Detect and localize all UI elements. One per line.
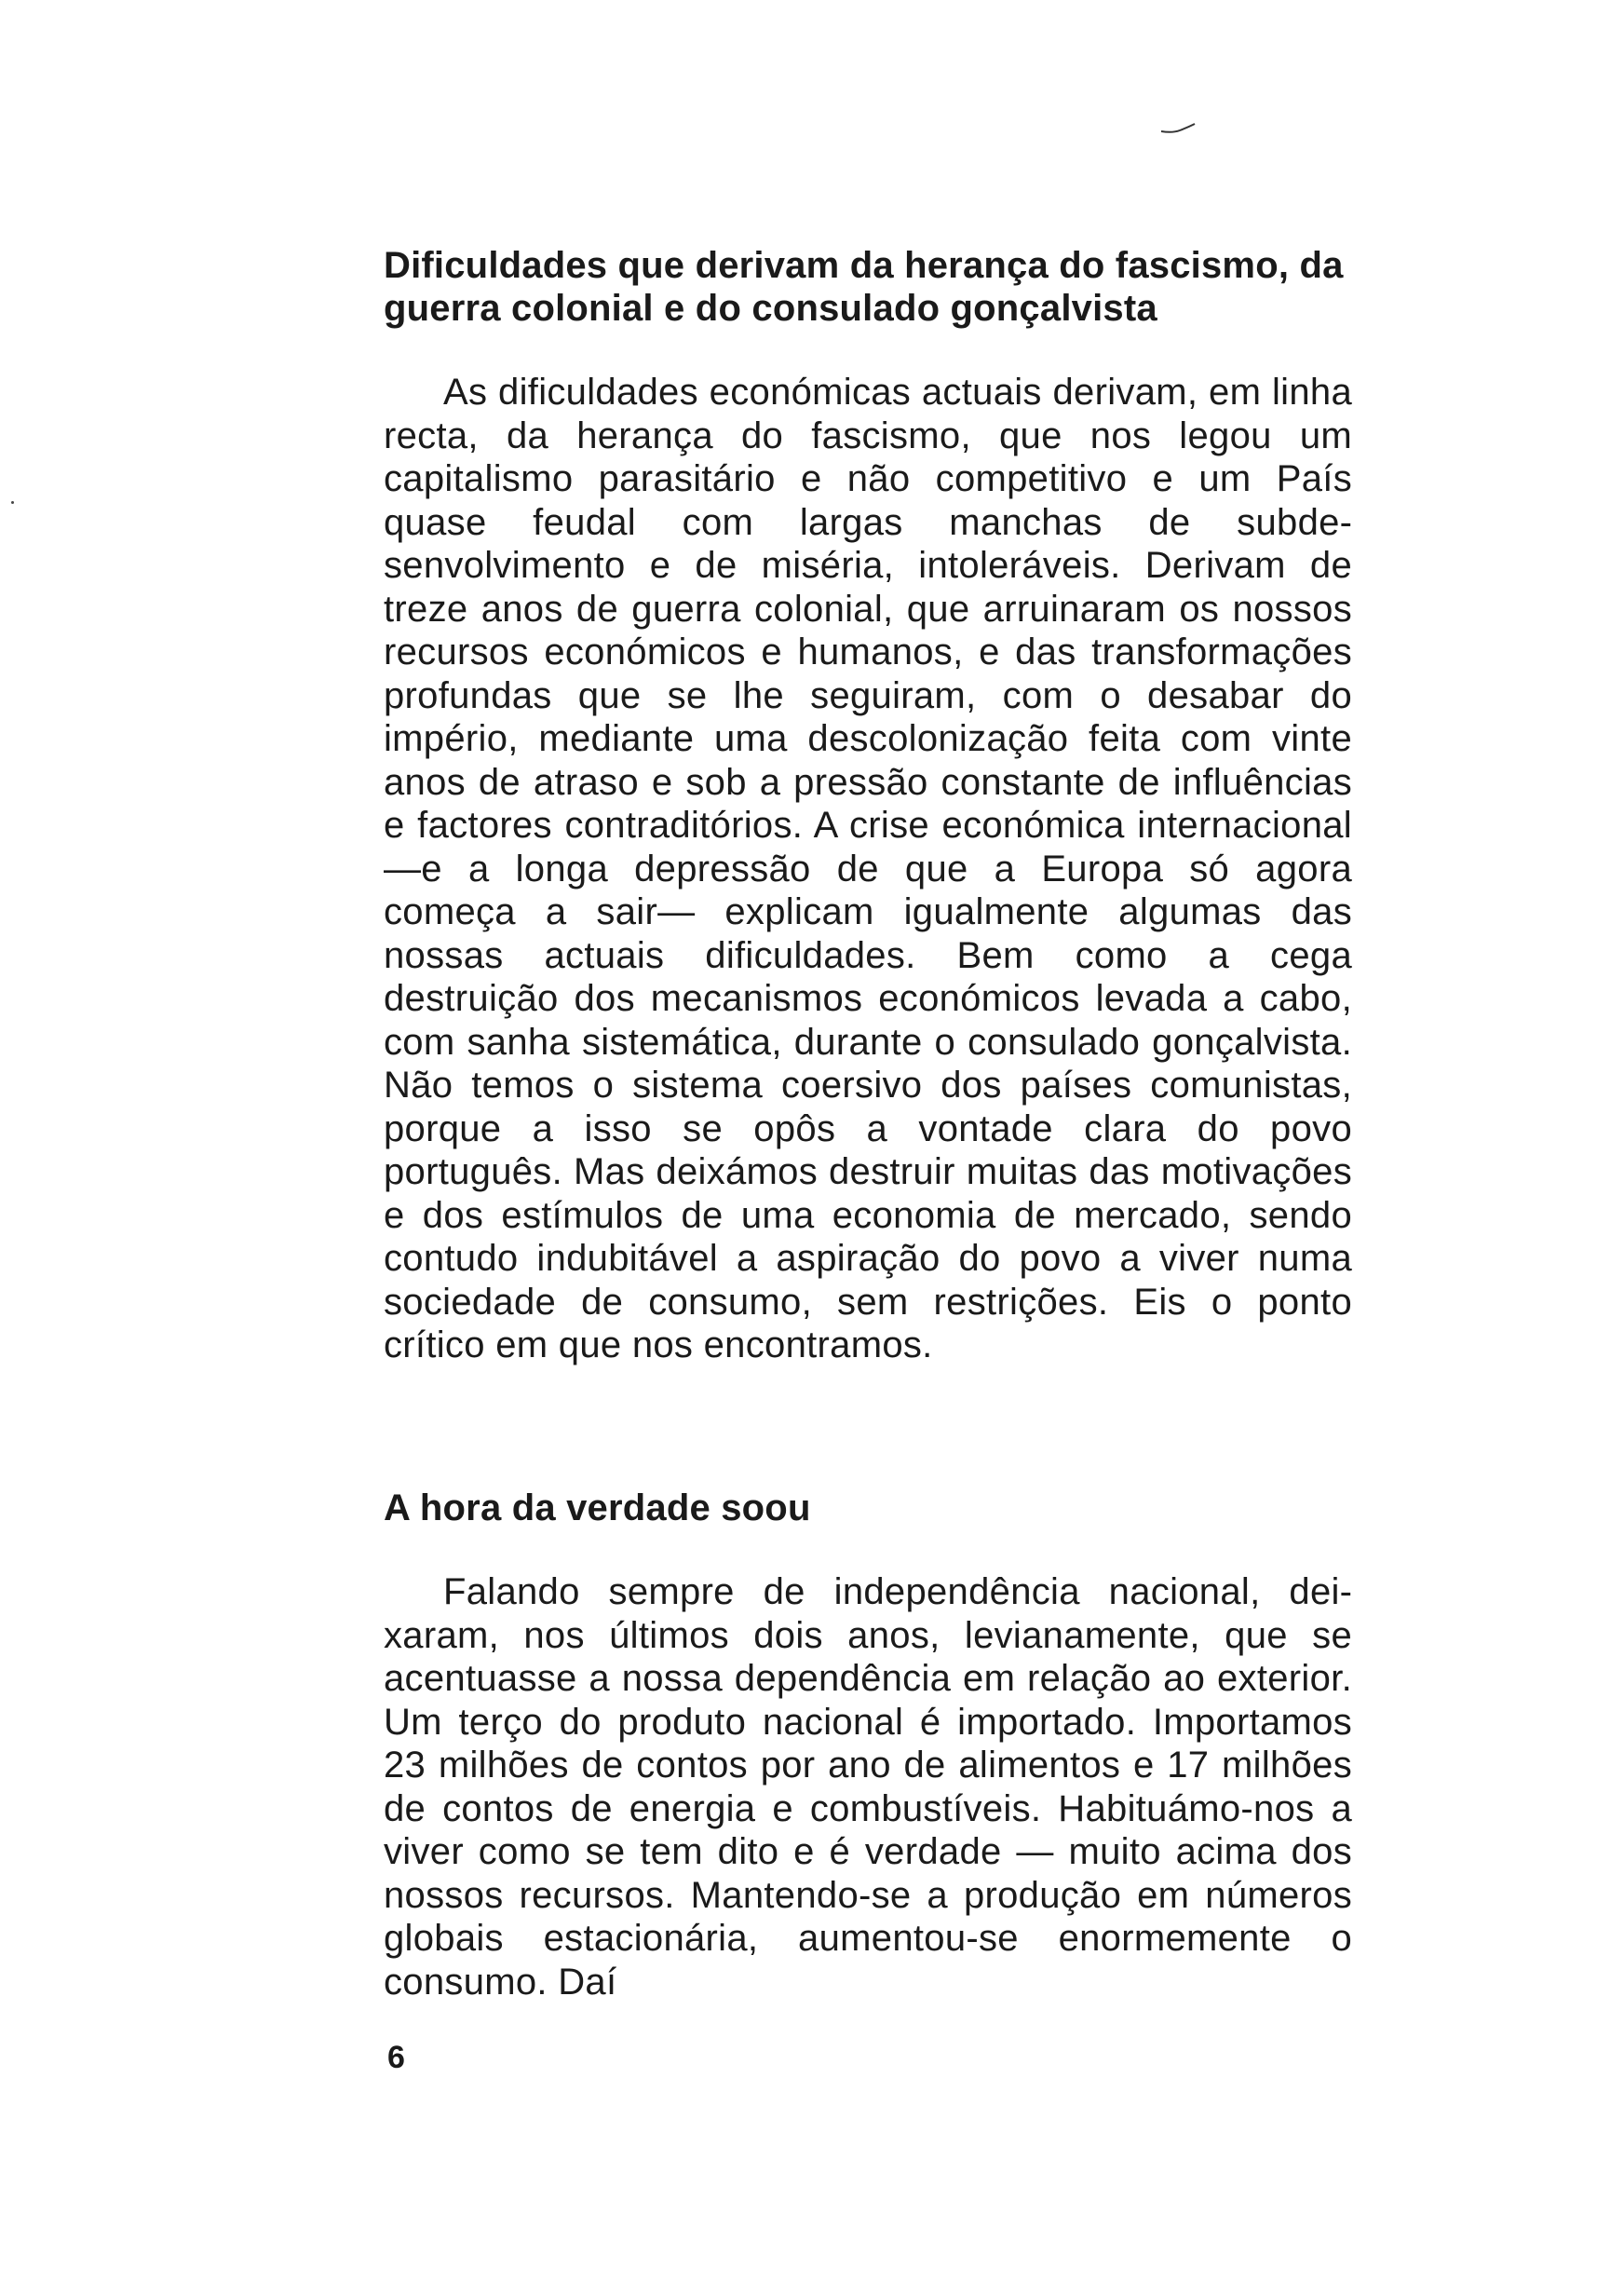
section-1: [384, 244, 1352, 1367]
section-2-paragraph: Falando sempre de independência nacional, deixaram, nos últimos dois anos, levianamente, que se acentuasse a nossa dependência em relação ao exterior. Um terço do produto nacional é importado. Importamos 23 milhões de contos por ano de alimentos e 17 milhões de contos de energia e combustíveis. Habituámo-nos a viver como se tem dito e é verdade — muito acima dos nossos recursos. Mantendo-se a produção em números globais estacionária, aumentou-se enormemente o consumo. Daí: [384, 1571, 1352, 2003]
section-2: [384, 1570, 1352, 2003]
section-2-heading: A hora da verdade soou: [384, 1487, 811, 1528]
page-number: 6: [387, 2040, 405, 2075]
ink-speck-mark: [1159, 123, 1197, 134]
section-1-heading: Dificuldades que derivam da herança do fascismo, da guerra colonial e do consulado gonçalvista: [384, 245, 1344, 329]
section-1-paragraph: As dificuldades económicas actuais derivam, em linha recta, da herança do fascismo, que nos legou um capitalismo parasitário e não competitivo e um País quase feudal com largas manchas de subdesenvolvimento e de miséria, intoleráveis. Derivam de treze anos de guerra colonial, que arruinaram os nossos recursos económicos e humanos, e das transformações profundas que se lhe seguiram, com o desabar do império, mediante uma descolonização feita com vinte anos de atraso e sob a pressão constante de influências e factores contraditórios. A crise económica internacional —e a longa depressão de que a Europa só agora começa a sair— explicam igualmente algumas das nossas actuais dificuldades. Bem como a cega destruição dos mecanismos económicos levada a cabo, com sanha sistemática, durante o consulado gonçalvista. Não temos o sistema coersivo dos países comunistas, porque a isso se opôs a vontade clara do povo português. Mas deixámos destruir muitas das motivações e dos estímulos de uma economia de mercado, sendo contudo indubitável a aspiração do povo a viver numa sociedade de consumo, sem restrições. Eis o ponto crítico em que nos encontramos.: [384, 372, 1352, 1365]
margin-dot-mark: [11, 501, 14, 504]
